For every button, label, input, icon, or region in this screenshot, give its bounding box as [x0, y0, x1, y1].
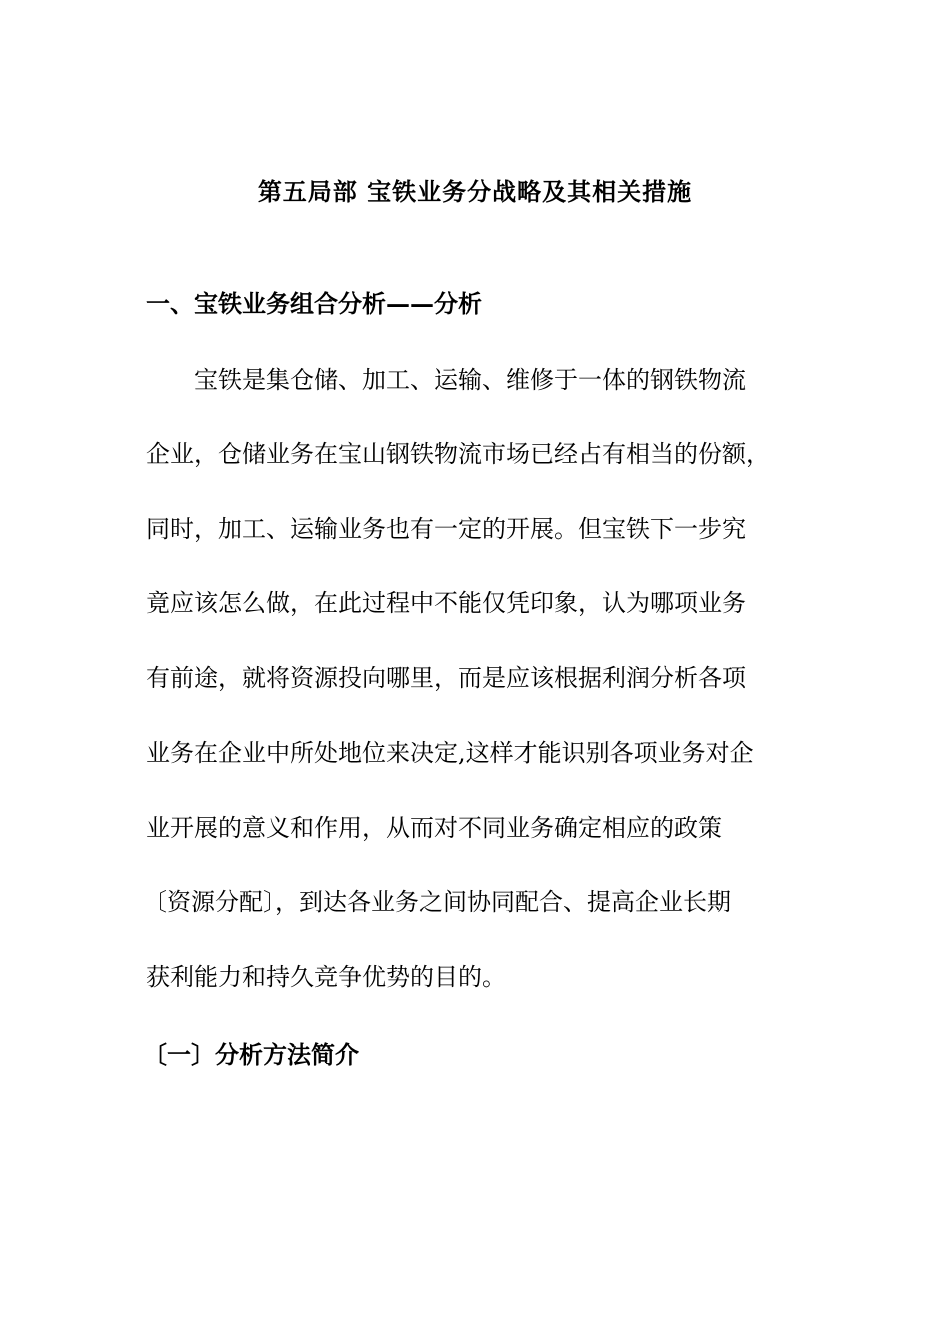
- paragraph-line: 宝铁是集仓储、加工、运输、维修于一体的钢铁物流: [194, 366, 746, 394]
- section-heading-portfolio-analysis: 一、宝铁业务组合分析——分析: [146, 289, 482, 318]
- paragraph-line: 〔资源分配〕，到达各业务之间协同配合、提高企业长期: [143, 888, 731, 916]
- paragraph-line: 业务在企业中所处地位来决定,这样才能识别各项业务对企: [146, 739, 754, 767]
- paragraph-line: 企业，仓储业务在宝山钢铁物流市场已经占有相当的份额，: [146, 440, 770, 468]
- paragraph-line: 获利能力和持久竞争优势的目的。: [146, 963, 506, 991]
- paragraph-line: 同时，加工、运输业务也有一定的开展。但宝铁下一步究: [146, 515, 746, 543]
- subsection-heading-method-intro: 〔一〕分析方法简介: [143, 1040, 359, 1069]
- paragraph-line: 竟应该怎么做，在此过程中不能仅凭印象，认为哪项业务: [146, 589, 746, 617]
- paragraph-line: 有前途，就将资源投向哪里，而是应该根据利润分析各项: [146, 664, 746, 692]
- document-title: 第五局部 宝铁业务分战略及其相关措施: [257, 177, 693, 206]
- paragraph-line: 业开展的意义和作用，从而对不同业务确定相应的政策: [146, 814, 722, 842]
